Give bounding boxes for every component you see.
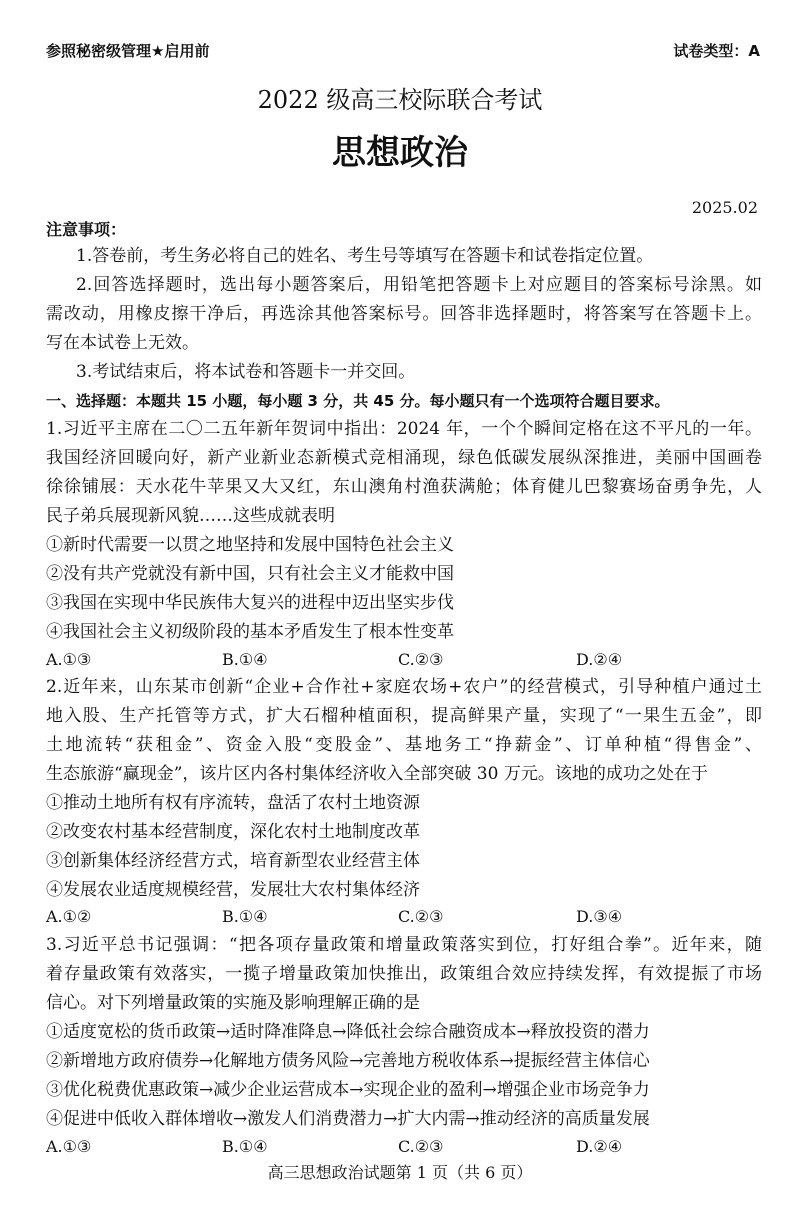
statement: ③优化税费优惠政策→减少企业运营成本→实现企业的盈利→增强企业市场竞争力 [46,1080,650,1100]
statement: ②新增地方政府债券→化解地方债务风险→完善地方税收体系→提振经营主体信心 [46,1051,650,1071]
statement: ④我国社会主义初级阶段的基本矛盾发生了根本性变革 [46,622,454,642]
option-b[interactable]: B.①④ [222,907,268,926]
question-stem-line: 徐徐铺展：天水花牛苹果又大又红，东山澳角村渔获满舱；体育健儿巴黎赛场奋勇争先，人 [46,477,762,497]
statement: ①新时代需要一以贯之地坚持和发展中国特色社会主义 [46,535,454,555]
notice-item: 3.考试结束后，将本试卷和答题卡一并交回。 [76,362,416,382]
paper-type-label: 试卷类型：A [673,42,760,60]
subject-title: 思想政治 [332,133,468,173]
notice-item: 需改动，用橡皮擦干净后，再选涂其他答案标号。回答非选择题时，将答案写在答题卡上。 [46,304,762,324]
page-footer: 高三思想政治试题第 1 页（共 6 页） [267,1163,533,1182]
notice-heading: 注意事项： [46,220,127,239]
option-c[interactable]: C.②③ [398,650,444,669]
option-a[interactable]: A.①③ [46,650,92,669]
question-stem-line: 3.习近平总书记强调：“把各项存量政策和增量政策落实到位，打好组合拳”。近年来，随 [46,935,762,955]
exam-date: 2025.02 [691,198,758,217]
option-b[interactable]: B.①④ [222,1137,268,1156]
question-stem-line: 地入股、生产托管等方式，扩大石榴种植面积，提高鲜果产量，实现了“一果生五金”，即 [46,706,762,726]
section-title: 一、选择题：本题共 15 小题，每小题 3 分，共 45 分。每小题只有一个选项符合题目要求。 [46,392,670,410]
question-stem-line: 我国经济回暖向好，新产业新业态新模式竞相涌现，绿色低碳发展纵深推进，美丽中国画卷 [46,448,762,468]
confidentiality-label: 参照秘密级管理★启用前 [46,42,210,60]
statement: ①适度宽松的货币政策→适时降准降息→降低社会综合融资成本→释放投资的潜力 [46,1022,650,1042]
question-stem-line: 民子弟兵展现新风貌……这些成就表明 [46,506,335,526]
notice-item: 写在本试卷上无效。 [46,333,199,353]
answer-options [46,1133,762,1160]
notice-item: 2.回答选择题时，选出每小题答案后，用铅笔把答题卡上对应题目的答案标号涂黑。如 [76,275,762,295]
statement: ④发展农业适度规模经营，发展壮大农村集体经济 [46,880,420,900]
option-d[interactable]: D.②④ [576,650,623,669]
statement: ④促进中低收入群体增收→激发人们消费潜力→扩大内需→推动经济的高质量发展 [46,1109,650,1129]
option-c[interactable]: C.②③ [398,1137,444,1156]
option-d[interactable]: D.②④ [576,1137,623,1156]
question-stem-line: 1.习近平主席在二〇二五年新年贺词中指出：2024 年，一个个瞬间定格在这不平凡的一年。 [46,419,762,439]
statement: ①推动土地所有权有序流转，盘活了农村土地资源 [46,793,420,813]
exam-title: 2022 级高三校际联合考试 [257,86,543,114]
question-stem-line: 生态旅游“赢现金”，该片区内各村集体经济收入全部突破 30 万元。该地的成功之处在于 [46,764,708,784]
option-c[interactable]: C.②③ [398,907,444,926]
answer-options [46,903,762,930]
question-stem-line: 土地流转“获租金”、资金入股“变股金”、基地务工“挣薪金”、订单种植“得售金”、 [46,735,762,755]
statement: ③创新集体经济经营方式，培育新型农业经营主体 [46,851,420,871]
option-a[interactable]: A.①② [46,907,92,926]
option-a[interactable]: A.①③ [46,1137,92,1156]
statement: ③我国在实现中华民族伟大复兴的进程中迈出坚实步伐 [46,593,454,613]
option-b[interactable]: B.①④ [222,650,268,669]
question-stem-line: 着存量政策有效落实，一揽子增量政策加快推出，政策组合效应持续发挥，有效提振了市场 [46,964,762,984]
statement: ②改变农村基本经营制度，深化农村土地制度改革 [46,822,420,842]
question-stem-line: 2.近年来，山东某市创新“企业+合作社+家庭农场+农户”的经营模式，引导种植户通过土 [46,677,762,697]
answer-options [46,646,762,673]
option-d[interactable]: D.③④ [576,907,623,926]
notice-item: 1.答卷前，考生务必将自己的姓名、考生号等填写在答题卡和试卷指定位置。 [76,246,654,266]
statement: ②没有共产党就没有新中国，只有社会主义才能救中国 [46,564,454,584]
question-stem-line: 信心。对下列增量政策的实施及影响理解正确的是 [46,993,420,1013]
